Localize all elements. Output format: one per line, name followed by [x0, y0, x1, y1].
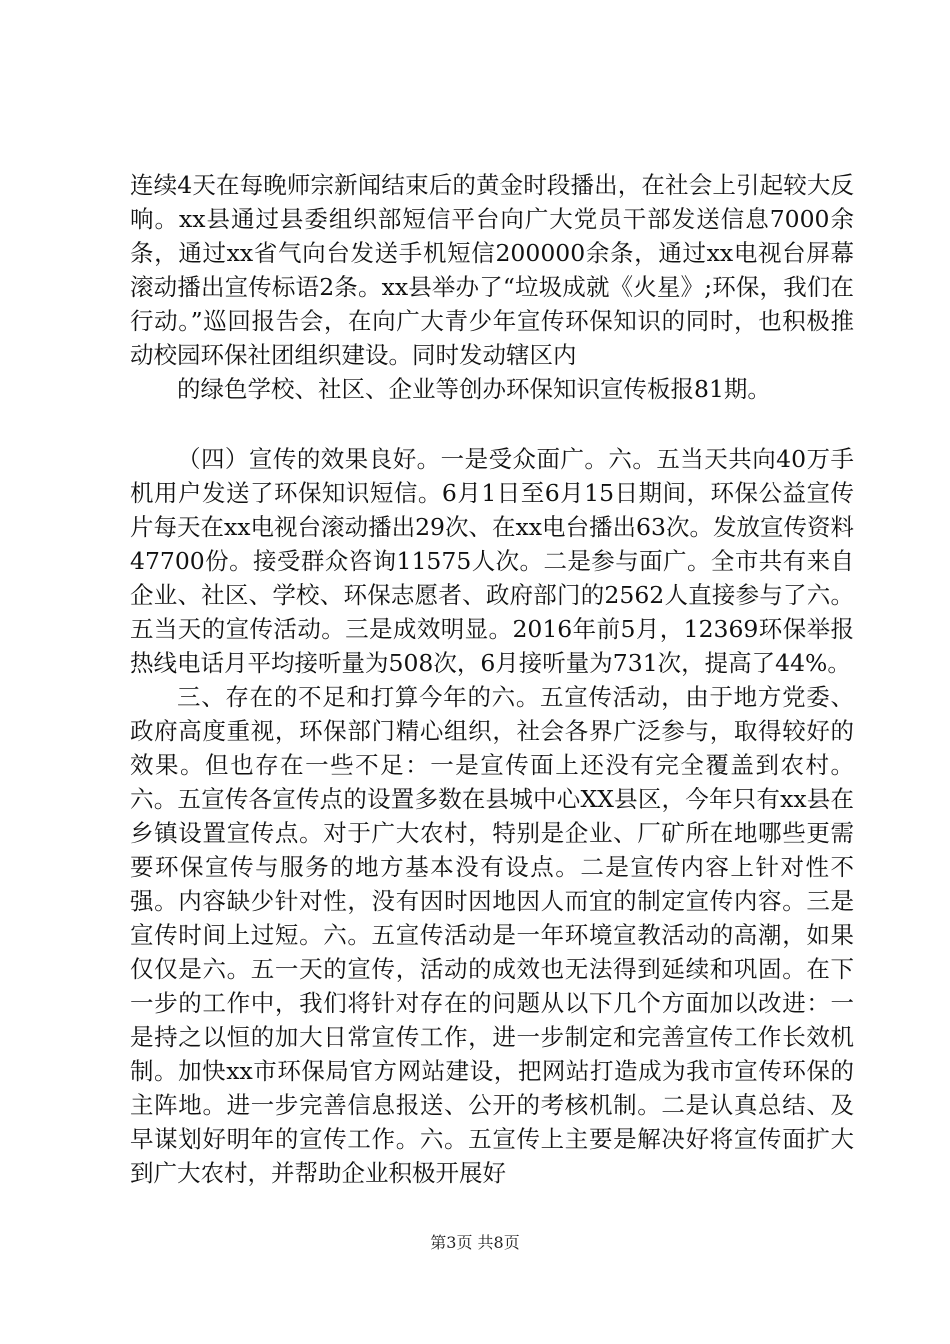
paragraph-publicity-effect: （四）宣传的效果良好。一是受众面广。六。五当天共向40万手机用户发送了环保知识短信。6月1日至6月15日期间，环保公益宣传片每天在xx电视台滚动播出29次、在xx电台播出63次。发放宣传资料47700份。接受群众咨询11575人次。二是参与面广。全市共有来自企业、社区、学校、环保志愿者、政府部门的2562人直接参与了六。五当天的宣传活动。三是成效明显。2016年前5月，12369环保举报热线电话月平均接听量为508次，6月接听量为731次，提高了44%。: [130, 445, 854, 677]
paragraph-gap: [130, 406, 854, 442]
paragraph-publicity-activities: 连续4天在每晚师宗新闻结束后的黄金时段播出，在社会上引起较大反响。xx县通过县委组织部短信平台向广大党员干部发送信息7000余条，通过xx省气向台发送手机短信200000余条，通过xx电视台屏幕滚动播出宣传标语2条。xx县举办了“垃圾成就《火星》;环保，我们在行动。”巡回报告会，在向广大青少年宣传环保知识的同时，也积极推动校园环保社团组织建设。同时发动辖区内: [130, 171, 854, 369]
document-body: [130, 168, 854, 1190]
paragraph-shortcomings-and-plans: 三、存在的不足和打算今年的六。五宣传活动，由于地方党委、政府高度重视，环保部门精心组织，社会各界广泛参与，取得较好的效果。但也存在一些不足：一是宣传面上还没有完全覆盖到农村。六。五宣传各宣传点的设置多数在县城中心XX县区，今年只有xx县在乡镇设置宣传点。对于广大农村，特别是企业、厂矿所在地哪些更需要环保宣传与服务的地方基本没有设点。二是宣传内容上针对性不强。内容缺少针对性，没有因时因地因人而宜的制定宣传内容。三是宣传时间上过短。六。五宣传活动是一年环境宣教活动的高潮，如果仅仅是六。五一天的宣传，活动的成效也无法得到延续和巩固。在下一步的工作中，我们将针对存在的问题从以下几个方面加以改进：一是持之以恒的加大日常宣传工作，进一步制定和完善宣传工作长效机制。加快xx市环保局官方网站建设，把网站打造成为我市宣传环保的主阵地。进一步完善信息报送、公开的考核机制。二是认真总结、及早谋划好明年的宣传工作。六。五宣传上主要是解决好将宣传面扩大到广大农村，并帮助企业积极开展好: [130, 683, 854, 1187]
page-number-footer: 第3页 共8页: [430, 1233, 520, 1252]
paragraph-green-schools: 的绿色学校、社区、企业等创办环保知识宣传板报81期。: [177, 375, 771, 403]
